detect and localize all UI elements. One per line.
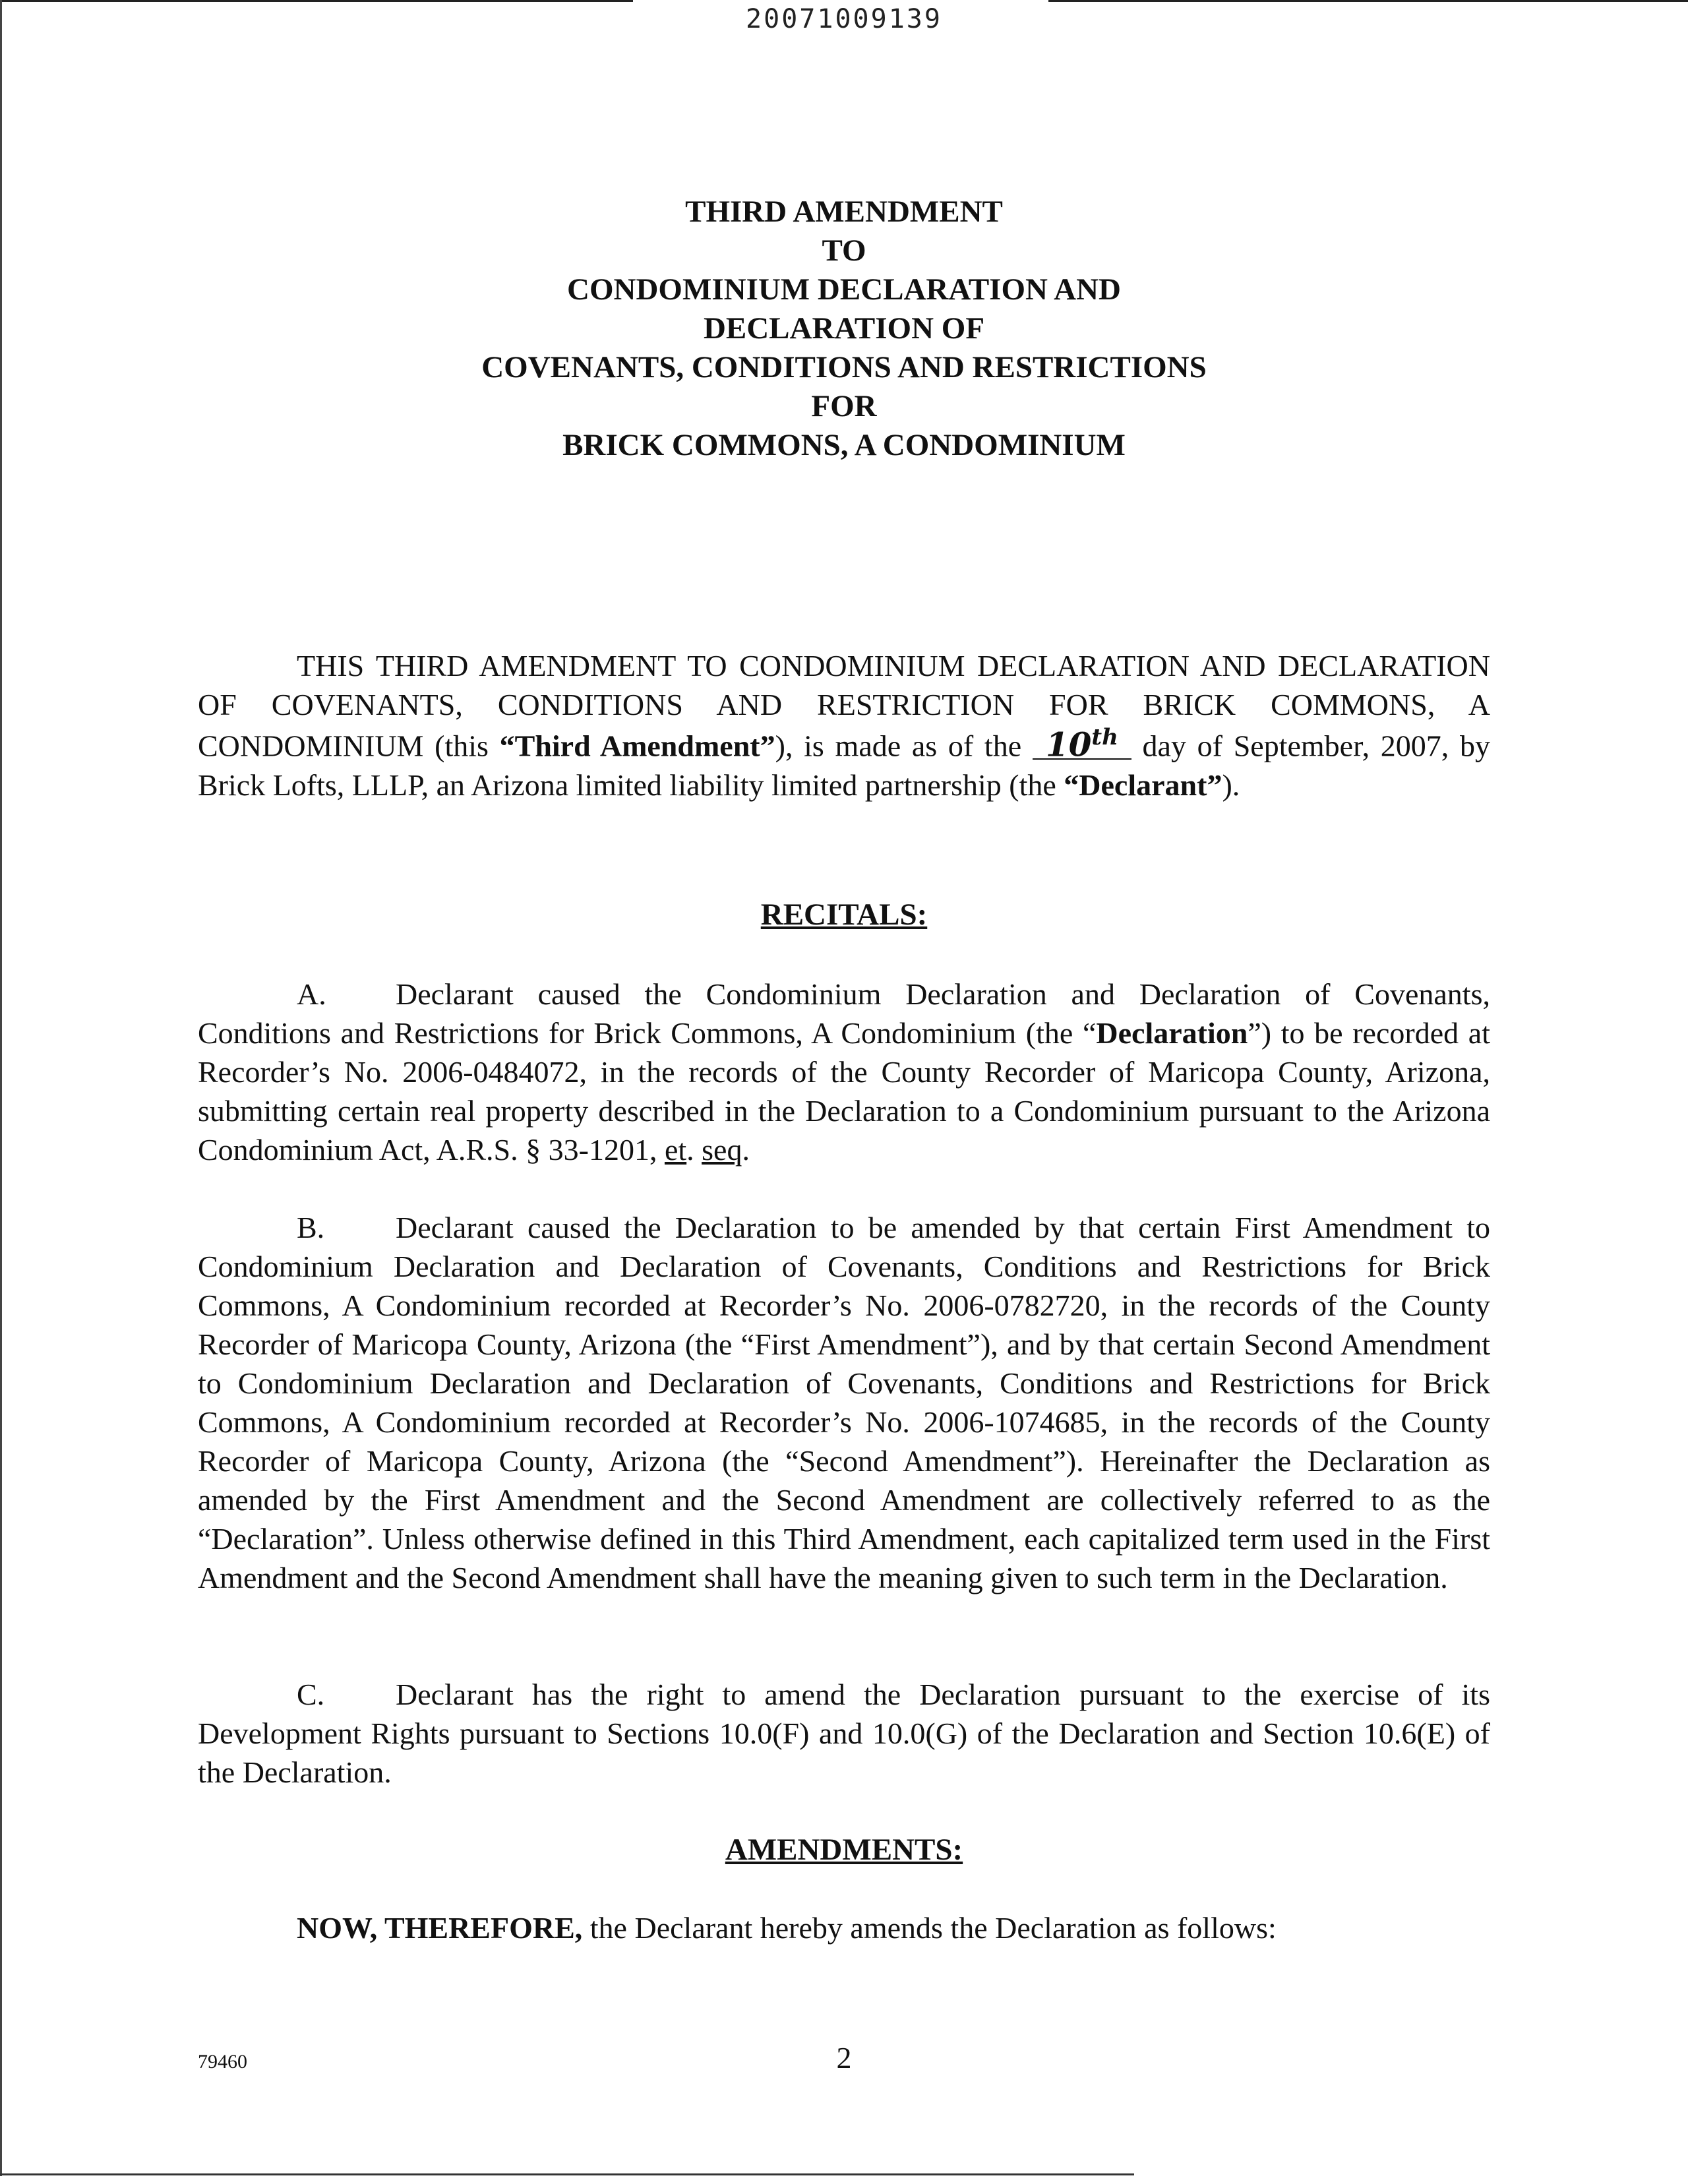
recital-a <box>198 975 1490 1169</box>
title-line: FOR <box>811 389 877 423</box>
document-title <box>251 193 1437 465</box>
now-therefore-paragraph <box>198 1908 1490 1947</box>
bottom-border <box>0 2173 1134 2175</box>
title-line: DECLARATION OF <box>703 311 985 346</box>
title-line: COVENANTS, CONDITIONS AND RESTRICTIONS <box>481 350 1207 384</box>
et-abbrev: et <box>664 1133 687 1167</box>
recital-a-text: . <box>742 1133 750 1167</box>
title-line: BRICK COMMONS, A CONDOMINIUM <box>562 428 1126 462</box>
recital-a-text: ”) to be recorded at Recorder’s No. 2006-0484072, in the records of the County Recorder of Maricopa County, Arizona, submitting certain real property described in the Declaration to a Condominium pursuant to the Arizona Condominium Act, A.R.S. § 33-1201, <box>198 1016 1490 1167</box>
amendments-heading: AMENDMENTS: <box>725 1833 963 1867</box>
intro-text: day of September, 2007, by Brick Lofts, LLLP, an Arizona limited liability limited partnership (the <box>198 729 1490 802</box>
handwritten-day-number: 10 <box>1045 725 1092 764</box>
recital-b-label: B. <box>297 1211 325 1244</box>
recital-c <box>198 1675 1490 1792</box>
top-border-left <box>0 0 633 2</box>
defined-term-declarant: “Declarant” <box>1064 768 1222 802</box>
title-line: THIRD AMENDMENT <box>685 195 1003 229</box>
intro-text: ). <box>1222 768 1240 802</box>
now-therefore-lead: NOW, THEREFORE, <box>297 1911 583 1945</box>
seq-abbrev: seq <box>702 1133 742 1167</box>
recital-c-label: C. <box>297 1678 325 1711</box>
recital-b <box>198 1208 1490 1597</box>
handwritten-day-suffix: th <box>1091 724 1118 750</box>
defined-term-declaration: Declaration <box>1096 1016 1248 1050</box>
defined-term-third-amendment: “Third Amendment” <box>499 729 775 763</box>
recitals-heading: RECITALS: <box>760 897 928 932</box>
top-border-right <box>1048 0 1688 2</box>
title-line: CONDOMINIUM DECLARATION AND <box>567 272 1121 307</box>
footer-document-id: 79460 <box>198 2051 247 2073</box>
title-line: TO <box>822 233 866 268</box>
intro-text: ), is made as of the <box>775 729 1033 763</box>
now-therefore-text: the Declarant hereby amends the Declaration as follows: <box>582 1911 1277 1945</box>
handwritten-day <box>1033 724 1131 764</box>
recital-b-text: Declarant caused the Declaration to be amended by that certain First Amendment to Condominium Declaration and Declaration of Covenants, Conditions and Restrictions for Brick Commons, A Condominium recorded at Recorder’s No. 2006-0782720, in the records of the County Recorder of Maricopa County, Arizona (the “First Amendment”), and by that certain Second Amendment to Condominium Declaration and Declaration of Covenants, Conditions and Restrictions for Brick Commons, A Condominium recorded at Recorder’s No. 2006-1074685, in the records of the County Recorder of Maricopa County, Arizona (the “Second Amendment”). Hereinafter the Declaration as amended by the First Amendment and the Second Amendment are collectively referred to as the “Declaration”. Unless otherwise defined in this Third Amendment, each capitalized term used in the First Amendment and the Second Amendment shall have the meaning given to such term in the Declaration. <box>198 1211 1490 1594</box>
recording-number: 20071009139 <box>746 4 942 34</box>
intro-paragraph <box>198 646 1490 804</box>
recital-a-text: . <box>686 1133 702 1167</box>
recital-c-text: Declarant has the right to amend the Declaration pursuant to the exercise of its Development Rights pursuant to Sections 10.0(F) and 10.0(G) of the Declaration and Section 10.6(E) of the Declaration. <box>198 1678 1490 1789</box>
intro-text: THIS THIRD AMENDMENT TO CONDOMINIUM DECLARATION AND DECLARATION OF COVENANTS, CONDITIONS AND RESTRICTION FOR BRICK COMMONS, A CONDOMINIUM (this <box>198 649 1490 763</box>
page-number: 2 <box>836 2041 852 2075</box>
recital-a-text: Declarant caused the Condominium Declaration and Declaration of Covenants, Conditions and Restrictions for Brick Commons, A Condominium (the “ <box>198 977 1490 1050</box>
recital-a-label: A. <box>297 977 326 1011</box>
left-border <box>0 0 2 2176</box>
